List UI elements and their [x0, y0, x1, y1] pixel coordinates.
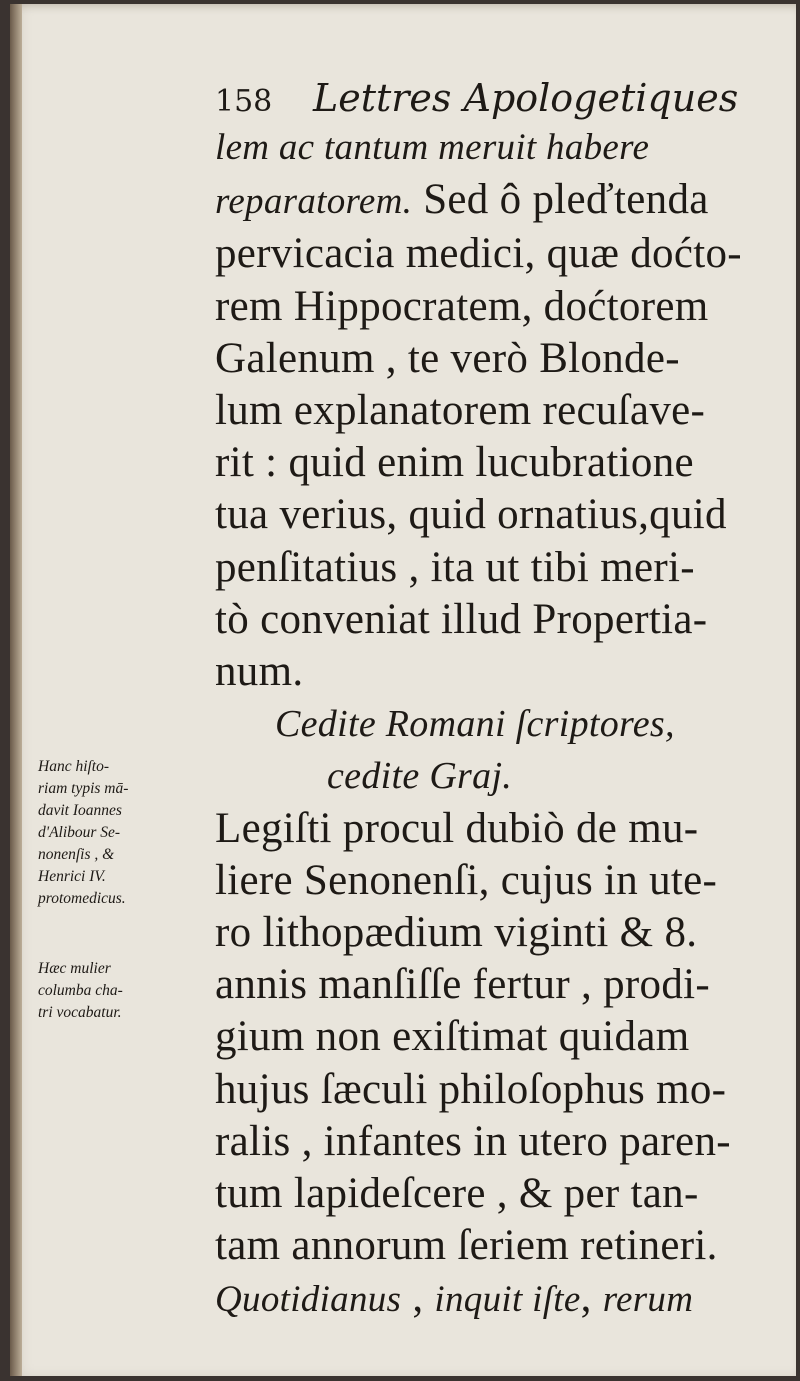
marginal-line: nonenſis , &	[38, 846, 115, 863]
text-line: tò conveniat illud Propertia-	[215, 595, 708, 643]
book-page	[10, 4, 796, 1376]
text-line: pervicacia medici, quæ doćto-	[215, 230, 742, 278]
marginal-note-1	[38, 756, 208, 910]
quotation-line: Cedite Romani ſcriptores,	[275, 703, 675, 746]
marginal-line: riam typis mā-	[38, 780, 129, 797]
text-line: annis manſiſſe fertur , prodi-	[215, 961, 710, 1009]
quotation-line: cedite Graj.	[327, 755, 513, 798]
marginal-line: Hanc hiſto-	[38, 758, 110, 775]
text-line	[215, 1272, 775, 1326]
marginal-line: davit Ioannes	[38, 802, 122, 819]
text-line: tua verius, quid ornatius,quid	[215, 491, 727, 539]
marginal-note-2	[38, 958, 208, 1024]
text-line: ro lithopædium viginti & 8.	[215, 909, 698, 957]
text-line: num.	[215, 648, 304, 696]
text-roman: Sed ô pleďtenda	[412, 176, 709, 224]
marginal-line: protomedicus.	[38, 890, 126, 907]
text-line: tam annorum ſeriem retineri.	[215, 1222, 718, 1270]
text-line: rit : quid enim lucubratione	[215, 439, 694, 487]
text-italic: Quotidianus	[215, 1279, 402, 1321]
marginal-line: Henrici IV.	[38, 868, 106, 885]
text-line: ralis , infantes in utero paren-	[215, 1117, 731, 1165]
text-line	[215, 174, 775, 228]
page-header	[215, 76, 775, 126]
text-italic: reparatorem.	[215, 181, 413, 223]
text-italic: inquit iſte	[434, 1279, 581, 1321]
marginal-line: d'Alibour Se-	[38, 824, 121, 841]
text-line: rem Hippocratem, doćtorem	[215, 282, 709, 330]
text-line: penſitatius , ita ut tibi meri-	[215, 543, 695, 591]
text-line: Galenum , te verò Blonde-	[215, 334, 680, 382]
text-line: tum lapideſcere , & per tan-	[215, 1170, 699, 1218]
text-line: Legiſti procul dubiò de mu-	[215, 804, 699, 852]
running-title: Lettres Apologetiques	[313, 76, 739, 120]
book-spine-shadow	[10, 4, 22, 1376]
main-text-block	[215, 122, 775, 1327]
marginal-line: Hæc mulier	[38, 960, 111, 977]
marginal-line: tri vocabatur.	[38, 1004, 122, 1021]
text-line: lem ac tantum meruit habere	[215, 127, 650, 168]
marginal-line: columba cha-	[38, 982, 123, 999]
text-roman: ,	[580, 1274, 603, 1322]
text-line: lum explanatorem recuſave-	[215, 387, 706, 435]
text-line: liere Senonenſi, cujus in ute-	[215, 856, 718, 904]
text-line: gium non exiſtimat quidam	[215, 1013, 690, 1061]
page-number: 158	[215, 84, 273, 119]
text-roman: ,	[401, 1274, 435, 1322]
text-italic: rerum	[602, 1279, 694, 1321]
text-line: hujus ſæculi philoſophus mo-	[215, 1065, 727, 1113]
